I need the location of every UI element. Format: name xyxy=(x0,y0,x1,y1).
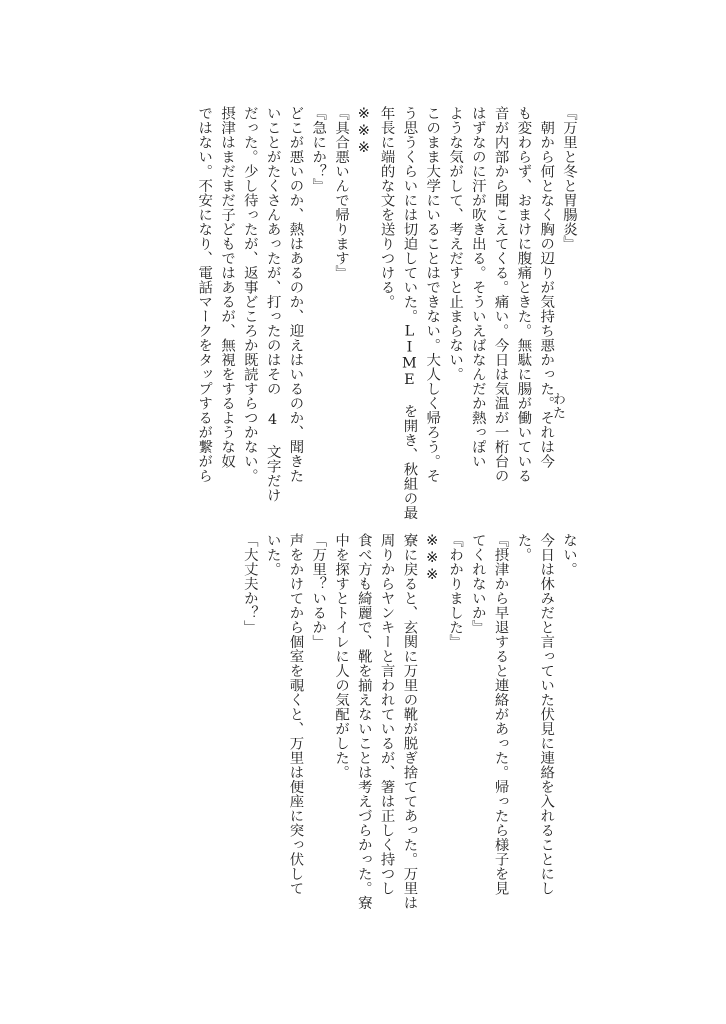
message-line: 『具合悪いんで帰ります』 xyxy=(333,106,350,280)
text-column: ような気がして、考えだすと止まらない。 xyxy=(447,106,464,382)
text-column: だった。少し待ったが、返事どころか既読すらつかない。 xyxy=(241,106,258,483)
text-column: いことがたくさんあったが、打ったのはその 4 文字だけ xyxy=(264,106,281,503)
message-line: てくれないか』 xyxy=(469,533,486,635)
text-column: 音が内部から聞こえてくる。痛い。今日は気温が一桁台の xyxy=(492,106,509,483)
text-column: ない。 xyxy=(561,533,577,577)
text-column: 中を探すとトイレに人の気配がした。 xyxy=(333,533,350,780)
dialogue-line: 「大丈夫か？」 xyxy=(241,533,258,635)
story-title: 『万里と冬と胃腸炎』 xyxy=(561,106,577,251)
dialogue-line: 「万里？いるか」 xyxy=(310,533,327,649)
text-column: た。 xyxy=(515,533,532,562)
text-column: このまま大学にいることはできない。大人しく帰ろう。そ xyxy=(424,106,441,483)
text-column: いた。 xyxy=(264,533,281,577)
text-column: はずなのに汗が吹き出る。そういえばなんだか熱っぽい xyxy=(469,106,486,469)
section-separator: ※※※ xyxy=(424,533,441,584)
section-separator: ※※※ xyxy=(355,106,372,157)
text-column: 周りからヤンキーと言われているが、箸は正しく持つし xyxy=(378,533,395,896)
message-line: 『わかりました』 xyxy=(447,533,464,649)
text-column: 声をかけてから個室を覗くと、万里は便座に突っ伏して xyxy=(287,533,304,896)
text-column: 寮に戻ると、玄関に万里の靴が脱ぎ捨ててあった。万里は xyxy=(401,533,418,910)
text-column: 朝から何となく胸の辺りが気持ち悪かった。それは今 xyxy=(538,106,555,469)
text-column: 食べ方も綺麗で、靴を揃えないことは考えづらかった。寮 xyxy=(355,533,372,910)
message-line: 『急にか？』 xyxy=(310,106,327,193)
bottom-text-block xyxy=(140,533,580,953)
text-column: 年長に端的な文を送りつける。 xyxy=(378,106,395,309)
message-line: 『摂津から早退すると連絡があった。帰ったら様子を見 xyxy=(492,533,509,896)
text-column: う思うくらいには切迫していた。LIME を開き、秋組の最 xyxy=(401,106,418,520)
text-column: ではない。不安になり、電話マークをタップするが繋がら xyxy=(196,106,213,483)
text-column: も変わらず、おまけに腹痛ときた。無駄に腸が働いている xyxy=(515,106,532,483)
top-text-block xyxy=(140,106,580,526)
text-column: どこが悪いのか、熱はあるのか、迎えはいるのか、聞きた xyxy=(287,106,304,483)
text-column: 摂津はまだまだ子どもではあるが、無視をするような奴 xyxy=(219,106,236,469)
text-column: 今日は休みだと言っていた伏見に連絡を入れることにし xyxy=(538,533,555,896)
ruby-annotation: わた xyxy=(550,392,565,420)
